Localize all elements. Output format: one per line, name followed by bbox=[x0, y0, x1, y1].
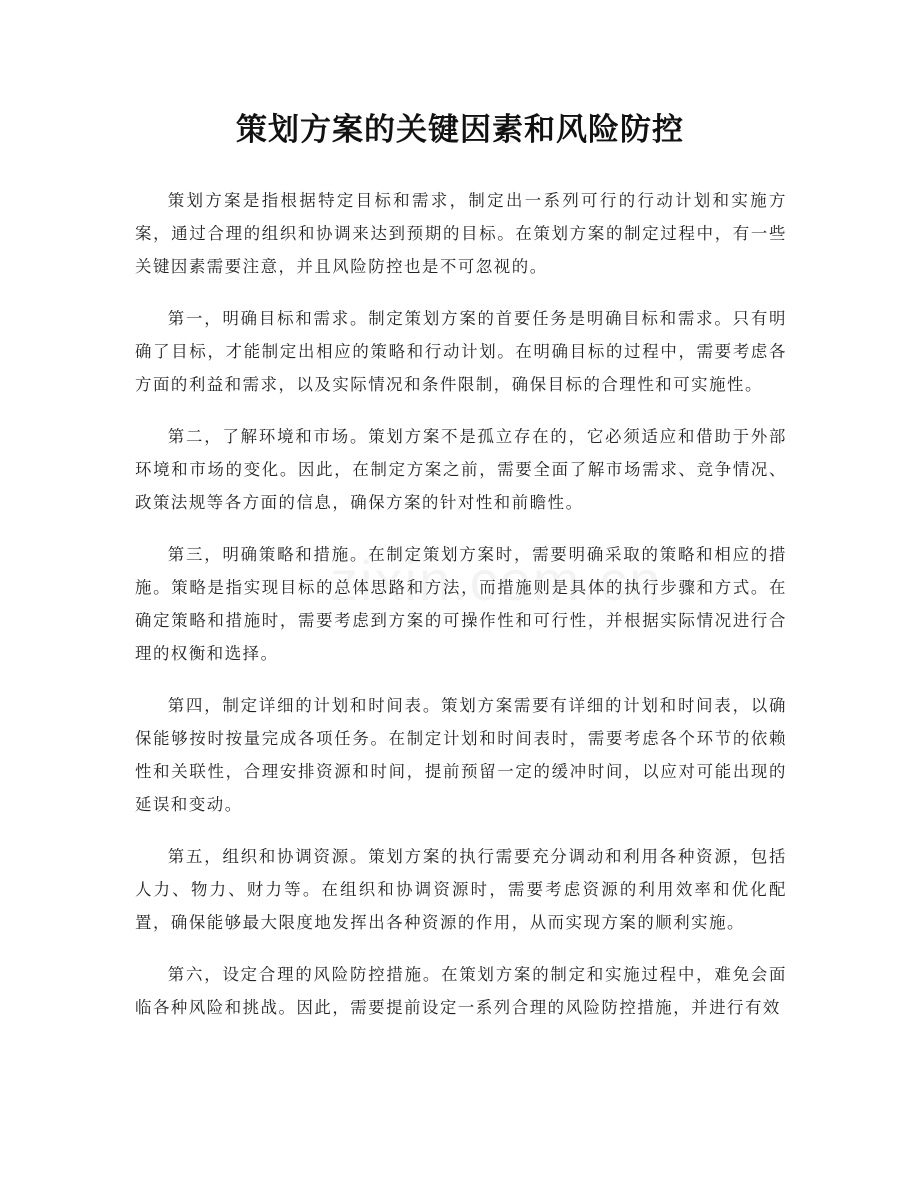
paragraph-1: 第一，明确目标和需求。制定策划方案的首要任务是明确目标和需求。只有明确了目标，才能制定出相应的策略和行动计划。在明确目标的过程中，需要考虑各方面的利益和需求，以及实际情况和条件限制，确保目标的合理性和可实施性。 bbox=[135, 309, 787, 394]
document-body bbox=[135, 184, 787, 1043]
document-title: 策划方案的关键因素和风险防控 bbox=[236, 112, 684, 148]
paragraph-2: 第二，了解环境和市场。策划方案不是孤立存在的，它必须适应和借助于外部环境和市场的变化。因此，在制定方案之前，需要全面了解市场需求、竞争情况、政策法规等各方面的信息，确保方案的针对性和前瞻性。 bbox=[135, 427, 787, 512]
paragraph-intro: 策划方案是指根据特定目标和需求，制定出一系列可行的行动计划和实施方案，通过合理的组织和协调来达到预期的目标。在策划方案的制定过程中，有一些关键因素需要注意，并且风险防控也是不可忽视的。 bbox=[135, 191, 787, 276]
paragraph-4: 第四，制定详细的计划和时间表。策划方案需要有详细的计划和时间表，以确保能够按时按量完成各项任务。在制定计划和时间表时，需要考虑各个环节的依赖性和关联性，合理安排资源和时间，提前预留一定的缓冲时间，以应对可能出现的延误和变动。 bbox=[135, 696, 787, 814]
paragraph-3: 第三，明确策略和措施。在制定策划方案时，需要明确采取的策略和相应的措施。策略是指实现目标的总体思路和方法，而措施则是具体的执行步骤和方式。在确定策略和措施时，需要考虑到方案的可操作性和可行性，并根据实际情况进行合理的权衡和选择。 bbox=[135, 545, 787, 663]
paragraph-6: 第六，设定合理的风险防控措施。在策划方案的制定和实施过程中，难免会面临各种风险和挑战。因此，需要提前设定一系列合理的风险防控措施，并进行有效 bbox=[135, 965, 787, 1017]
paragraph-5: 第五，组织和协调资源。策划方案的执行需要充分调动和利用各种资源，包括人力、物力、财力等。在组织和协调资源时，需要考虑资源的利用效率和优化配置，确保能够最大限度地发挥出各种资源的作用，从而实现方案的顺利实施。 bbox=[135, 847, 787, 932]
